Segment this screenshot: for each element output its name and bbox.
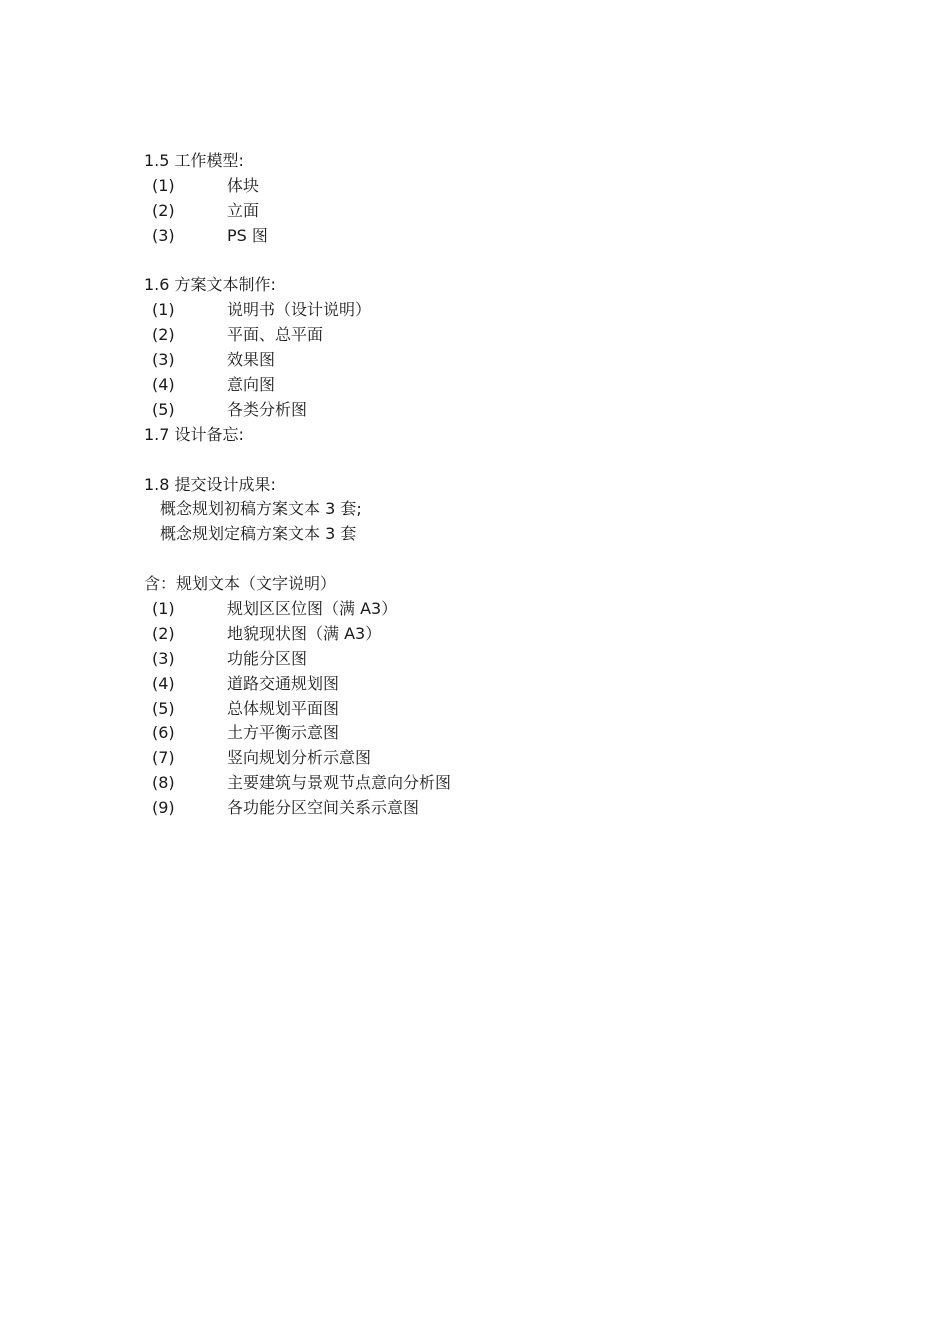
list-item-text: 总体规划平面图 [227, 698, 340, 718]
list-item-number: (8) [152, 773, 175, 793]
list-item-text: PS 图 [227, 225, 268, 245]
blank-line [144, 249, 844, 274]
list-item-number: (5) [152, 399, 175, 419]
section-heading-1-8: 1.8 提交设计成果: [144, 474, 276, 494]
list-item-number: (2) [152, 325, 175, 345]
document-body [144, 149, 844, 821]
section-heading-1-7: 1.7 设计备忘: [144, 424, 244, 444]
list-item-text: 效果图 [227, 350, 276, 370]
deliverable-line: 概念规划初稿方案文本 3 套; [160, 499, 362, 519]
list-item-text: 各功能分区空间关系示意图 [227, 798, 420, 818]
list-item [144, 697, 844, 722]
list-item-text: 道路交通规划图 [227, 673, 340, 693]
list-item-text: 说明书（设计说明） [227, 300, 372, 320]
list-item [144, 373, 844, 398]
list-item-number: (1) [152, 175, 175, 195]
list-item-text: 功能分区图 [227, 648, 308, 668]
list-item-number: (7) [152, 748, 175, 768]
blank-line [144, 547, 844, 572]
list-item-number: (9) [152, 798, 175, 818]
list-item-text: 地貌现状图（满 A3） [227, 623, 382, 643]
list-item-text: 主要建筑与景观节点意向分析图 [227, 773, 452, 793]
list-item [144, 199, 844, 224]
list-item-text: 各类分析图 [227, 399, 308, 419]
list-item [144, 647, 844, 672]
list-item [144, 597, 844, 622]
section-heading-1-5: 1.5 工作模型: [144, 151, 244, 170]
list-item-number: (2) [152, 623, 175, 643]
list-item [144, 323, 844, 348]
list-item-number: (1) [152, 300, 175, 320]
list-item-number: (1) [152, 599, 175, 619]
contents-heading: 含：规划文本（文字说明） [144, 574, 337, 594]
list-item [144, 796, 844, 821]
list-item-number: (5) [152, 698, 175, 718]
section-heading-1-6: 1.6 方案文本制作: [144, 275, 276, 295]
list-item [144, 672, 844, 697]
deliverable-line: 概念规划定稿方案文本 3 套 [160, 524, 357, 544]
blank-line [144, 448, 844, 473]
list-item-number: (3) [152, 350, 175, 370]
list-item-text: 立面 [227, 200, 260, 220]
list-item-number: (6) [152, 723, 175, 743]
list-item-number: (3) [152, 225, 175, 245]
list-item-text: 平面、总平面 [227, 325, 324, 345]
list-item-text: 规划区区位图（满 A3） [227, 599, 398, 619]
list-item [144, 348, 844, 373]
list-item-text: 竖向规划分析示意图 [227, 748, 372, 768]
list-item [144, 622, 844, 647]
list-item-number: (3) [152, 648, 175, 668]
list-item-number: (4) [152, 673, 175, 693]
list-item-text: 土方平衡示意图 [227, 723, 340, 743]
list-item [144, 224, 844, 249]
list-item [144, 721, 844, 746]
list-item [144, 398, 844, 423]
list-item-text: 意向图 [227, 375, 276, 395]
list-item [144, 174, 844, 199]
list-item-text: 体块 [227, 175, 260, 195]
list-item [144, 298, 844, 323]
list-item-number: (4) [152, 375, 175, 395]
list-item [144, 746, 844, 771]
list-item [144, 771, 844, 796]
list-item-number: (2) [152, 200, 175, 220]
